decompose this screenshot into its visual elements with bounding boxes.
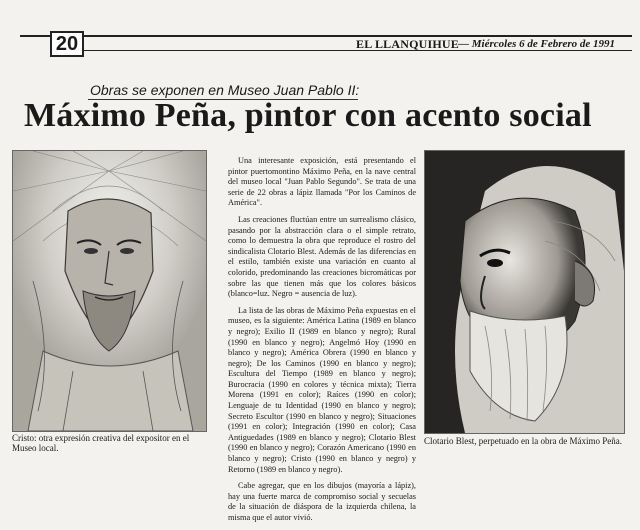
- right-image-caption: Clotario Blest, perpetuado en la obra de Máximo Peña.: [424, 436, 622, 446]
- article-paragraph: Una interesante exposición, está presentando el pintor puertomontino Máximo Peña, en la nave central del museo local "Juan Pablo Segundo". Se trata de una serie de 22 obras a lápiz llamada "Por los Caminos de América".: [228, 156, 416, 208]
- christ-drawing-image: [12, 150, 207, 432]
- left-image-caption: Cristo: otra expresión creativa del expositor en el Museo local.: [12, 433, 190, 453]
- headline: Máximo Peña, pintor con acento social: [24, 97, 592, 134]
- article-body: [228, 156, 416, 530]
- publication-date: — Miércoles 6 de Febrero de 1991: [458, 38, 616, 50]
- clotario-blest-portrait-image: [424, 150, 625, 434]
- newspaper-name: EL LLANQUIHUE: [356, 37, 459, 51]
- article-paragraph: Cabe agregar, que en los dibujos (mayoría a lápiz), hay una fuerte marca de compromiso social y secuelas de la situación de diáspora de la izquierda chilena, la misma que el autor vivió.: [228, 481, 416, 522]
- page-number: 20: [50, 31, 84, 57]
- kicker: Obras se exponen en Museo Juan Pablo II:: [90, 82, 360, 98]
- article-paragraph: La lista de las obras de Máximo Peña expuestas en el museo, es la siguiente: América Latina (1989 en blanco y negro); Exilio II (1989 en blanco y negro); Rural (1990 en blanco y negro); Angelmó Hoy (1990 en blanco y negro); América Obrera (1990 en blanco y negro); De los Caminos (1990 en blanco y negro); Escultura del Tiempo (1989 en blanco y negro); Burocracia (1990 en colores y técnica mixta); Tierra Morena (1991 en color); Raíces (1990 en color); Lenguaje de tu Identidad (1990 en blanco y negro); Secreto Escultor (1990 en blanco y negro); Situaciones (1991 en color); Integración (1990 en color); Casa Antiguedades (1989 en blanco y negro); Clotario Blest (1990 en blanco y negro); Corazón Americano (1990 en blanco y negro); Cristo (1990 en blanco y negro) y Retorno (1989 en blanco y negro).: [228, 305, 416, 474]
- article-paragraph: Las creaciones fluctúan entre un surrealismo clásico, pasando por la abstracción clara o el simple retrato, como lo demuestra la obra que reproduce el rostro del sindicalista Clotario Blest. Además de las diferencias en el estilo, también existe una variación en cuanto al colorido, predominando las creaciones bicromáticas por sobre las que tienen más que los colores básicos (blanco=luz. Negro = ausencia de luz).: [228, 214, 416, 299]
- header-rule: [20, 35, 632, 37]
